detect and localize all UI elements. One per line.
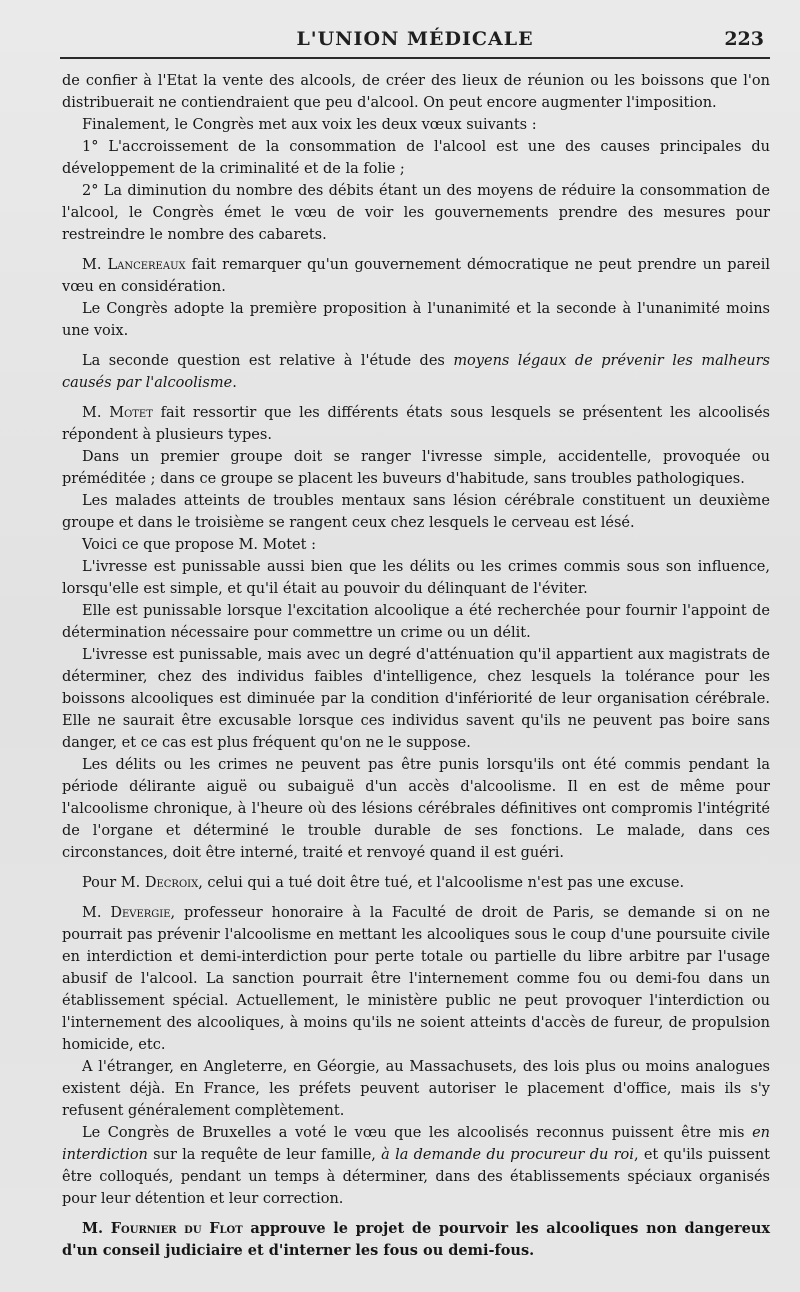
paragraph: L'ivresse est punissable, mais avec un degré d'atténuation qu'il appartient aux magistrats de déterminer, chez des individus faibles d'intelligence, chez lesquels la tolérance pour les boissons alcooliques est diminuée par la condition d'infériorité de leur organisation cérébrale. Elle ne saurait être excusable lorsque ces individus savent qu'ils ne peuvent pas boire sans danger, et ce cas est plus fréquent qu'on ne le suppose. — [62, 647, 770, 751]
article-body — [62, 70, 770, 1262]
paragraph: 1° L'accroissement de la consommation de l'alcool est une des causes principales du développement de la criminalité et de la folie ; — [62, 139, 770, 177]
paragraph: M. Lancereaux fait remarquer qu'un gouvernement démocratique ne peut prendre un pareil vœu en considération. — [62, 257, 771, 295]
page-header — [60, 24, 770, 58]
paragraph: Dans un premier groupe doit se ranger l'ivresse simple, accidentelle, provoquée ou préméditée ; dans ce groupe se placent les buveurs d'habitude, sans troubles pathologiques. — [62, 449, 770, 487]
paragraph: Le Congrès adopte la première proposition à l'unanimité et la seconde à l'unanimité moins une voix. — [62, 301, 770, 339]
journal-title: L'UNION MÉDICALE — [296, 28, 534, 50]
paragraph: Pour M. Decroix, celui qui a tué doit être tué, et l'alcoolisme n'est pas une excuse. — [82, 875, 685, 891]
paragraph: Elle est punissable lorsque l'excitation alcoolique a été recherchée pour fournir l'appoint de détermination nécessaire pour commettre un crime ou un délit. — [62, 603, 770, 641]
paragraph: Le Congrès de Bruxelles a voté le vœu que les alcoolisés reconnus puissent être mis en interdiction sur la requête de leur famille, à la demande du procureur du roi, et qu'ils puissent être colloqués, pendant un temps à déterminer, dans des établissements spéciaux organisés pour leur détention et leur correction. — [62, 1125, 770, 1207]
paragraph: 2° La diminution du nombre des débits étant un des moyens de réduire la consommation de l'alcool, le Congrès émet le vœu de voir les gouvernements prendre des mesures pour restreindre le nombre des cabarets. — [62, 183, 770, 243]
speaker-name: M. Fournier du Flot — [82, 1220, 243, 1237]
paragraph: Les délits ou les crimes ne peuvent pas être punis lorsqu'ils ont été commis pendant la période délirante aiguë ou subaiguë d'un accès d'alcoolisme. Il en est de même pour l'alcoolisme chronique, à l'heure où des lésions cérébrales définitives ont compromis l'intégrité de l'organe et déterminé le trouble durable de ses fonctions. Le malade, dans ces circonstances, doit être interné, traité et renvoyé quand il est guéri. — [62, 757, 770, 861]
italic-phrase: moyens légaux de prévenir les malheurs causés par l'alcoolisme — [62, 353, 770, 391]
speaker-name: M. Motet — [82, 405, 153, 421]
paragraph: Voici ce que propose M. Motet : — [82, 537, 316, 553]
speaker-name: M. Devergie — [82, 905, 171, 921]
speaker-name: M. Lancereaux — [82, 257, 186, 273]
paragraph: M. Fournier du Flot approuve le projet de pourvoir les alcooliques non dangereux d'un conseil judiciaire et d'interner les fous ou demi-fous. — [62, 1220, 771, 1259]
paragraph: M. Motet fait ressortir que les différents états sous lesquels se présentent les alcoolisés répondent à plusieurs types. — [62, 405, 770, 443]
page-number: 223 — [724, 28, 764, 50]
header-rule — [60, 57, 770, 59]
paragraph: A l'étranger, en Angleterre, en Géorgie, au Massachusets, des lois plus ou moins analogues existent déjà. En France, les préfets peuvent autoriser le placement d'office, mais ils s'y refusent généralement complètement. — [62, 1059, 770, 1119]
paragraph: M. Devergie, professeur honoraire à la Faculté de droit de Paris, se demande si on ne pourrait pas prévenir l'alcoolisme en mettant les alcooliques sous le coup d'une poursuite civile en interdiction et demi-interdiction pour perte totale ou partielle du libre arbitre par l'usage abusif de l'alcool. La sanction pourrait être l'internement comme fou ou demi-fou dans un établissement spécial. Actuellement, le ministère public ne peut provoquer l'interdiction ou l'internement des alcooliques, à moins qu'ils ne soient atteints d'accès de fureur, de propulsion homicide, etc. — [62, 905, 771, 1053]
paragraph: Les malades atteints de troubles mentaux sans lésion cérébrale constituent un deuxième groupe et dans le troisième se rangent ceux chez lesquels le cerveau est lésé. — [62, 493, 770, 531]
italic-phrase: en interdiction — [62, 1125, 770, 1163]
italic-phrase: à la demande du procureur du roi — [381, 1147, 634, 1163]
paragraph: Finalement, le Congrès met aux voix les deux vœux suivants : — [82, 117, 537, 133]
speaker-name: Decroix — [144, 875, 199, 891]
paragraph: La seconde question est relative à l'étude des moyens légaux de prévenir les malheurs causés par l'alcoolisme. — [62, 353, 770, 391]
paragraph: de confier à l'Etat la vente des alcools, de créer des lieux de réunion ou les boissons que l'on distribuerait ne contiendraient que peu d'alcool. On peut encore augmenter l'imposition. — [62, 73, 770, 111]
paragraph: L'ivresse est punissable aussi bien que les délits ou les crimes commis sous son influence, lorsqu'elle est simple, et qu'il était au pouvoir du délinquant de l'éviter. — [62, 559, 770, 597]
